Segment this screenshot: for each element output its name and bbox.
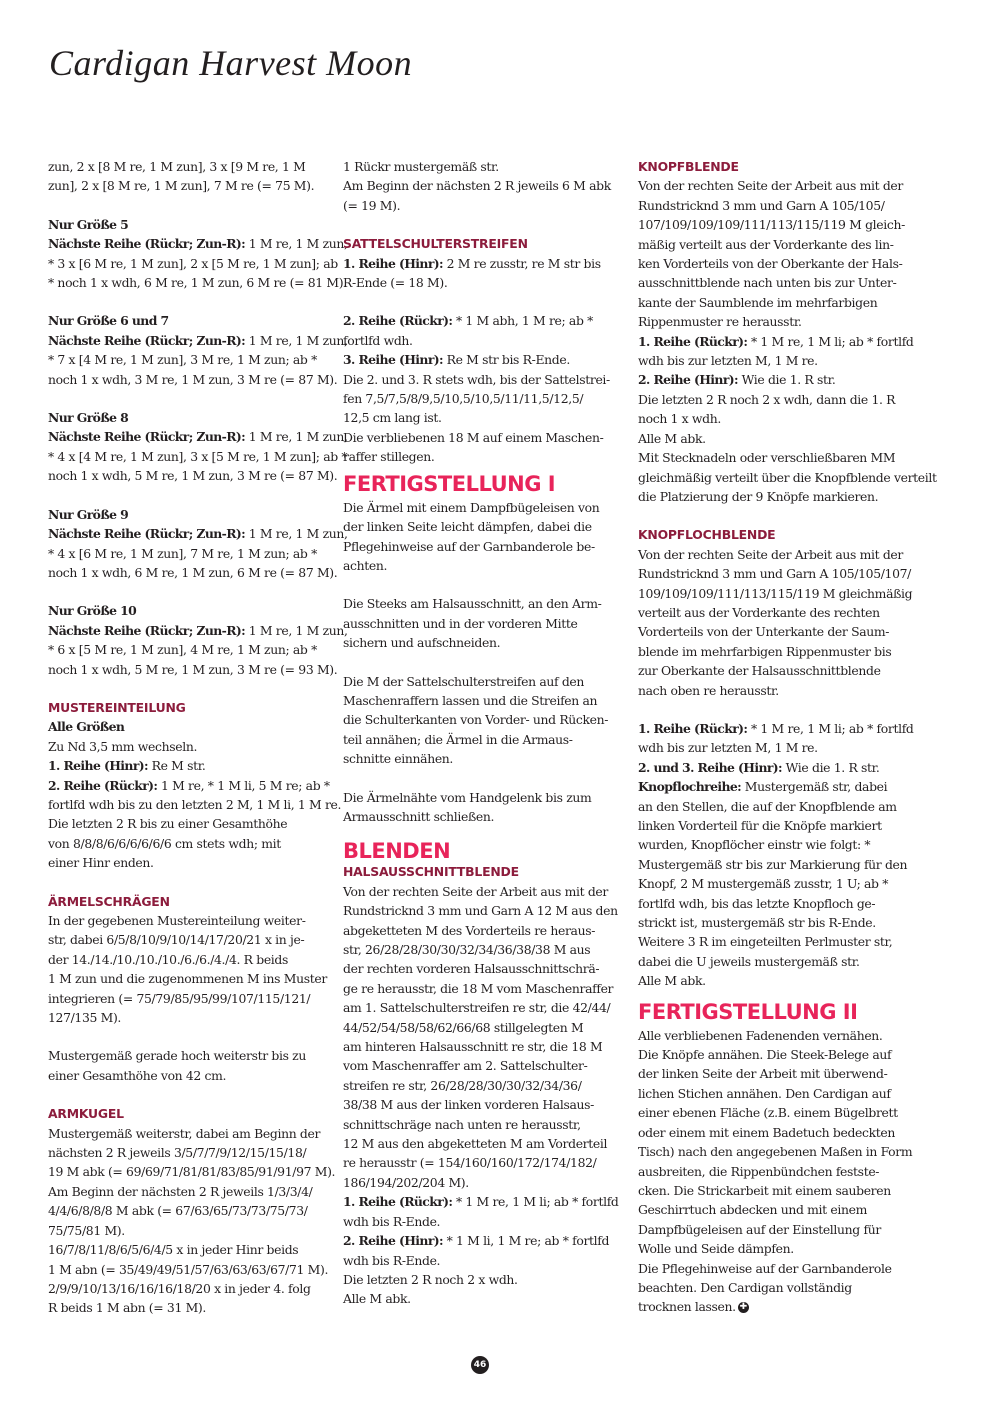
text-line: Mustergemäß weiterstr, dabei am Beginn der [48, 1125, 321, 1141]
aermelschraegen-para-2 [48, 1046, 330, 1085]
text-line: Tisch) nach den angegebenen Maßen in Form [638, 1144, 913, 1160]
text-line: Die Knöpfe annähen. Die Steek-Belege auf [638, 1047, 892, 1063]
text-line: blende im mehrfarbigen Rippenmuster bis [638, 643, 892, 659]
text-line: einer Gesamthöhe von 42 cm. [48, 1067, 227, 1083]
text-line: str, 26/28/28/30/30/32/34/36/38/38 M aus [343, 942, 591, 957]
text-line: Die letzten 2 R bis zu einer Gesamthöhe [48, 816, 288, 832]
text-line: R beids 1 M abn (= 31 M). [48, 1300, 206, 1316]
text-line: achten. [343, 557, 388, 573]
text-line: der linken Seite leicht dämpfen, dabei die [343, 519, 592, 535]
text-line: mäßig verteilt aus der Vorderkante des lin- [638, 236, 894, 252]
text-line: Die Pflegehinweise auf der Garnbanderole [638, 1260, 892, 1276]
page-title: Cardigan Harvest Moon [49, 43, 413, 83]
text-line: zur Oberkante der Halsausschnittblende [638, 663, 881, 679]
text-line: an den Stellen, die auf der Knopfblende am [638, 798, 897, 814]
armkugel-section [48, 1104, 336, 1317]
text-line: Alle M abk. [343, 1291, 411, 1307]
text-line: vom Maschenraffer am 2. Sattelschulter- [343, 1058, 588, 1074]
text-line: Alle M abk. [638, 973, 706, 989]
text-line: Von der rechten Seite der Arbeit aus mit der [638, 546, 903, 562]
text-line: 1 M zun und die zugenommenen M ins Muster [48, 971, 327, 987]
aermelschraegen-section [48, 892, 330, 1028]
text-line: raffer stillegen. [343, 449, 435, 465]
text-line: Knopf, 2 M mustergemäß zusstr, 1 U; ab * [638, 876, 889, 892]
text-line: zun, 2 x [8 M re, 1 M zun], 3 x [9 M re, 1 M [48, 159, 306, 174]
text-line: ausschnittblende nach unten bis zur Unter- [638, 275, 897, 291]
halsausschnittblende-section: HALSAUSSCHNITTBLENDE Von der rechten Seite der Arbeit aus mit der Rundstricknd 3 mm und Garn A 12 M aus den abgeketteten M des Vorderteils re heraus- str, 26/28/28/30/30/32/34/36/38/38 M aus der rechten vorderen Halsausschnittschrä- ge re herausstr, die 18 M vom Maschenraffer am 1. Sattelschulterstreifen re str, die 42/44/ 44/52/54/58/58/62/66/68 stillgelegten M am hinteren Halsausschnitt re str, die 18 M vom Maschenraffer am 2. Sattelschulter- streifen re str, 26/28/28/30/30/32/34/36/ 38/38 M aus der linken vorderen Halsaus- schnittschräge nach unten re herausstr, 12 M aus den abgeketteten M am Vorderteil re herausstr (= 154/160/160/172/174/182/ 186/194/202/204 M). 1. Reihe (Rückr): * 1 M re, 1 M li; ab * fortlfd wdh bis R-Ende. 2. Reihe (Hinr): * 1 M li, 1 M re; ab * fortlfd wdh bis R-Ende. Die letzten 2 R noch 2 x wdh. Alle M abk. [343, 862, 615, 1308]
text-line: 127/135 M). [48, 1010, 122, 1026]
col1-intro [48, 157, 330, 196]
text-line: schnitte einnähen. [343, 751, 454, 767]
text-line: Von der rechten Seite der Arbeit aus mit der [343, 883, 608, 899]
page-number: 46 [471, 1356, 489, 1374]
text-line: fortlfd wdh bis zu den letzten 2 M, 1 M li, 1 M re. [48, 796, 342, 812]
size-9-block: Nur Größe 9 Nächste Reihe (Rückr; Zun-R): 1 M re, 1 M zun, * 4 x [6 M re, 1 M zun], 7 M re, 1 M zun; ab * noch 1 x wdh, 6 M re, 1 M zun, 6 M re (= 87 M). [48, 506, 348, 580]
text-line: Am Beginn der nächsten 2 R jeweils 1/3/3/4/ [48, 1183, 313, 1199]
column-2 [343, 157, 619, 1309]
text-line: Weitere 3 R im eingeteilten Perlmuster str, [638, 934, 893, 950]
text-line: 38/38 M aus der linken vorderen Halsaus- [343, 1097, 594, 1113]
text-line: verteilt aus der Vorderkante des rechten [638, 604, 880, 620]
text-line: 16/7/8/11/8/6/5/6/4/5 x in jeder Hinr beids [48, 1242, 299, 1258]
text-line: 1 Rückr mustergemäß str. [343, 159, 499, 174]
fertig1-para-1 [343, 498, 615, 576]
text-line: gleichmäßig verteilt über die Knopfblende verteilt [638, 469, 937, 485]
text-line: fortlfd wdh, bis das letzte Knopfloch ge- [638, 895, 876, 911]
section-heading-fertigstellung-2: FERTIGSTELLUNG II [638, 999, 858, 1024]
fertig1-para-3 [343, 672, 615, 769]
text-line: Alle M abk. [638, 430, 706, 446]
text-line: sichern und aufschneiden. [343, 635, 501, 651]
text-line: Armausschnitt schließen. [343, 808, 495, 824]
text-line: integrieren (= 75/79/85/95/99/107/115/121/ [48, 990, 311, 1006]
text-line: schnittschräge nach unten re herausstr, [343, 1116, 581, 1132]
text-line: Wolle und Seide dämpfen. [638, 1241, 794, 1257]
text-line: Geschirrtuch abdecken und mit einem [638, 1202, 867, 1218]
text-line: linken Vorderteil für die Knöpfe markiert [638, 818, 882, 833]
text-line: zun], 2 x [8 M re, 1 M zun], 7 M re (= 75 M). [48, 178, 315, 194]
text-line: ausschnitten und in der vorderen Mitte [343, 615, 578, 631]
text-line: Die 2. und 3. R stets wdh, bis der Sattelstrei- [343, 371, 610, 387]
fertig1-para-4 [343, 788, 615, 827]
fertig1-para-2 [343, 594, 615, 652]
text-line: einer Hinr enden. [48, 855, 154, 871]
text-line: Am Beginn der nächsten 2 R jeweils 6 M abk [343, 178, 611, 194]
text-line: Vorderteils von der Unterkante der Saum- [638, 624, 890, 640]
text-line: beachten. Den Cardigan vollständig [638, 1279, 852, 1295]
text-line: der linken Seite der Arbeit mit überwend- [638, 1066, 888, 1082]
knopflochblende-section [638, 525, 916, 700]
text-line: In der gegebenen Mustereinteilung weiter- [48, 913, 306, 928]
text-line: re herausstr (= 154/160/160/172/174/182/ [343, 1155, 597, 1171]
sattel-rows: 2. Reihe (Rückr): * 1 M abh, 1 M re; ab * fortlfd wdh. 3. Reihe (Hinr): Re M str bis R-Ende. Die 2. und 3. R stets wdh, bis der Sattelstrei- fen 7,5/7,5/8/9,5/10,5/10,5/11/11,5/12,5/ 12,5 cm lang ist. Die verbliebenen 18 M auf einem Maschen- raffer stillegen. [343, 311, 615, 466]
size-5-block: Nur Größe 5 Nächste Reihe (Rückr; Zun-R): 1 M re, 1 M zun, * 3 x [6 M re, 1 M zun], 2 x [5 M re, 1 M zun]; ab * noch 1 x wdh, 6 M re, 1 M zun, 6 M re (= 81 M). [48, 216, 348, 291]
text-line: 109/109/109/111/113/115/119 M gleichmäßig [638, 585, 913, 601]
size-6-7-block: Nur Größe 6 und 7 Nächste Reihe (Rückr; Zun-R): 1 M re, 1 M zun, * 7 x [4 M re, 1 M zun], 3 M re, 1 M zun; ab * noch 1 x wdh, 3 M re, 1 M zun, 3 M re (= 87 M). [48, 313, 348, 387]
text-line: die Schulterkanten von Vorder- und Rücken- [343, 712, 609, 728]
text-line: Rippenmuster re herausstr. [638, 314, 802, 330]
text-line: nächsten 2 R jeweils 3/5/7/7/9/12/15/15/18/ [48, 1145, 307, 1161]
size-5-heading: Nur Größe 5 [48, 216, 129, 232]
text-line: Rundstricknd 3 mm und Garn A 12 M aus den [343, 903, 618, 919]
text-line: Die Ärmel mit einem Dampfbügeleisen von [343, 499, 600, 515]
text-line: die Platzierung der 9 Knöpfe markieren. [638, 488, 879, 504]
text-line: Rundstricknd 3 mm und Garn A 105/105/ [638, 197, 885, 213]
column-1 [48, 157, 348, 1318]
section-heading-knopfblende: KNOPFBLENDE [638, 159, 739, 174]
text-line: Mustergemäß str bis zur Markierung für den [638, 856, 908, 872]
size-8-heading: Nur Größe 8 [48, 410, 129, 426]
text-line: fen 7,5/7,5/8/9,5/10,5/10,5/11/11,5/12,5/ [343, 391, 584, 407]
text-line: der 14./14./10./10./10./6./6./4./4. R beids [48, 951, 289, 967]
size-8-block: Nur Größe 8 Nächste Reihe (Rückr; Zun-R): 1 M re, 1 M zun, * 4 x [4 M re, 1 M zun], 3 x [5 M re, 1 M zun]; ab * noch 1 x wdh, 5 M re, 1 M zun, 3 M re (= 87 M). [48, 410, 348, 484]
text-line: 12 M aus den abgeketteten M am Vorderteil [343, 1136, 608, 1152]
text-line: am 1. Sattelschulterstreifen re str, die 42/44/ [343, 1000, 611, 1016]
text-line: wurden, Knopflöcher einstr wie folgt: * [638, 837, 871, 853]
text-line: strickt ist, mustergemäß str bis R-Ende. [638, 915, 876, 931]
fertig2-para: Alle verbliebenen Fadenenden vernähen. Die Knöpfe annähen. Die Steek-Belege auf der linken Seite der Arbeit mit überwend- lichen Stichen annähen. Den Cardigan auf einer ebenen Fläche (z.B. einem Bügelbrett oder einem mit einem Badetuch bedeckten Tisch) nach den angegebenen Maßen in Form ausbreiten, die Rippenbündchen festste- cken. Die Strickarbeit mit einem sauberen Geschirrtuch abdecken und mit einem Dampfbügeleisen auf der Einstellung für Wolle und Seide dämpfen. Die Pflegehinweise auf der Garnbanderole beachten. Den Cardigan vollständig trocknen lassen. ✚ [638, 1026, 916, 1317]
text-line: ken Vorderteils von der Oberkante der Hals- [638, 256, 903, 272]
end-mark-icon: ✚ [739, 1302, 747, 1313]
section-heading-aermelschraegen: ÄRMELSCHRÄGEN [48, 893, 170, 909]
text-line: 2/9/9/10/13/16/16/16/18/20 x in jeder 4. folg [48, 1280, 311, 1296]
text-line: Mit Stecknadeln oder verschließbaren MM [638, 450, 896, 466]
knopfloch-rows: 1. Reihe (Rückr): * 1 M re, 1 M li; ab * fortlfd wdh bis zur letzten M, 1 M re. 2. und 3. Reihe (Hinr): Wie die 1. R str. Knopflochreihe: Mustergemäß str, dabei an den Stellen, die auf der Knopfblende am linken Vorderteil für die Knöpfe markiert wurden, Knopflöcher einstr wie folgt: * Mustergemäß str bis zur Markierung für den Knopf, 2 M mustergemäß zusstr, 1 U; ab * fortlfd wdh, bis das letzte Knopfloch ge- strickt ist, mustergemäß str bis R-Ende. Weitere 3 R im eingeteilten Perlmuster str, dabei die U jeweils mustergemäß str. Alle M abk. [638, 719, 916, 991]
text-line: Die M der Sattelschulterstreifen auf den [343, 673, 585, 689]
text-line: oder einem mit einem Badetuch bedeckten [638, 1124, 896, 1140]
text-line: abgeketteten M des Vorderteils re heraus- [343, 922, 596, 938]
text-line: (= 19 M). [343, 197, 401, 213]
text-line: kante der Saumblende im mehrfarbigen [638, 294, 878, 310]
text-line: 19 M abk (= 69/69/71/81/81/83/85/91/91/97 M). [48, 1164, 336, 1180]
text-line: 1 M abn (= 35/49/49/51/57/63/63/63/67/71 M). [48, 1261, 329, 1277]
text-line: Die verbliebenen 18 M auf einem Maschen- [343, 429, 604, 445]
size-10-block: Nur Größe 10 Nächste Reihe (Rückr; Zun-R): 1 M re, 1 M zun, * 6 x [5 M re, 1 M zun], 4 M re, 1 M zun; ab * noch 1 x wdh, 5 M re, 1 M zun, 3 M re (= 93 M). [48, 603, 348, 677]
knopfblende-section: KNOPFBLENDE Von der rechten Seite der Arbeit aus mit der Rundstricknd 3 mm und Garn A 105/105/ 107/109/109/109/111/113/115/119 M gleich- mäßig verteilt aus der Vorderkante des lin- ken Vorderteils von der Oberkante der Hals- ausschnittblende nach unten bis zur Unter- kante der Saumblende im mehrfarbigen Rippenmuster re herausstr. 1. Reihe (Rückr): * 1 M re, 1 M li; ab * fortlfd wdh bis zur letzten M, 1 M re. 2. Reihe (Hinr): Wie die 1. R str. Die letzten 2 R noch 2 x wdh, dann die 1. R noch 1 x wdh. Alle M abk. Mit Stecknadeln oder verschließbaren MM gleichmäßig verteilt über die Knopfblende verteilt die Platzierung der 9 Knöpfe markieren. [638, 157, 916, 506]
text-line: nach oben re herausstr. [638, 682, 779, 698]
text-line: Dampfbügeleisen auf der Einstellung für [638, 1221, 881, 1237]
text-line: Von der rechten Seite der Arbeit aus mit der [638, 178, 903, 194]
section-heading-halsausschnittblende: HALSAUSSCHNITTBLENDE [343, 864, 519, 880]
text-line: Pflegehinweise auf der Garnbanderole be- [343, 538, 595, 554]
text-line: am hinteren Halsausschnitt re str, die 18 M [343, 1039, 603, 1055]
size-6-7-heading: Nur Größe 6 und 7 [48, 313, 169, 329]
text-line: Die Steeks am Halsausschnitt, an den Arm- [343, 596, 602, 612]
text-line: teil annähen; die Ärmel in die Armaus- [343, 731, 573, 747]
section-heading-sattelschulterstreifen: SATTELSCHULTERSTREIFEN [343, 236, 528, 252]
size-10-heading: Nur Größe 10 [48, 603, 137, 619]
text-line: Die letzten 2 R noch 2 x wdh, dann die 1. R [638, 391, 896, 407]
text-line: lichen Stichen annähen. Den Cardigan auf [638, 1085, 891, 1101]
text-line: Maschenraffern lassen und die Streifen an [343, 692, 598, 708]
text-line: von 8/8/8/6/6/6/6/6/6 cm stets wdh; mit [48, 835, 281, 851]
text-line: 4/4/6/8/8/8 M abk (= 67/63/65/73/73/75/73/ [48, 1203, 308, 1219]
text-line: str, dabei 6/5/8/10/9/10/14/17/20/21 x in je- [48, 932, 305, 948]
section-heading-mustereinteilung: MUSTEREINTEILUNG [48, 699, 186, 715]
section-heading-fertigstellung-1: FERTIGSTELLUNG I [343, 471, 556, 496]
text-line: 12,5 cm lang ist. [343, 410, 442, 426]
text-line: der rechten vorderen Halsausschnittschrä- [343, 961, 600, 977]
text-line: einer ebenen Fläche (z.B. einem Bügelbrett [638, 1105, 898, 1121]
section-heading-blenden: BLENDEN [343, 839, 451, 864]
text-line: 107/109/109/109/111/113/115/119 M gleich- [638, 217, 905, 233]
text-line: Rundstricknd 3 mm und Garn A 105/105/107/ [638, 566, 911, 582]
text-line: 75/75/81 M). [48, 1222, 125, 1238]
mustereinteilung-section: MUSTEREINTEILUNG Alle Größen Zu Nd 3,5 mm wechseln. 1. Reihe (Hinr): Re M str. 2. Reihe (Rückr): 1 M re, * 1 M li, 5 M re; ab * fortlfd wdh bis zu den letzten 2 M, 1 M li, 1 M re. Die letzten 2 R bis zu einer Gesamthöhe von 8/8/8/6/6/6/6/6/6 cm stets wdh; mit einer Hinr enden. [48, 698, 330, 873]
text-line: Alle verbliebenen Fadenenden vernähen. [638, 1027, 883, 1043]
section-heading-armkugel: ARMKUGEL [48, 1106, 124, 1122]
text-line: Mustergemäß gerade hoch weiterstr bis zu [48, 1048, 306, 1064]
text-line: 186/194/202/204 M). [343, 1174, 469, 1190]
column-3 [638, 157, 937, 1317]
text-line: 44/52/54/58/58/62/66/68 stillgelegten M [343, 1019, 584, 1035]
text-line: dabei die U jeweils mustergemäß str. [638, 953, 860, 969]
sattel-section: SATTELSCHULTERSTREIFEN 1. Reihe (Hinr): 2 M re zusstr, re M str bis R-Ende (= 18 M). [343, 234, 615, 292]
text-line: cken. Die Strickarbeit mit einem sauberen [638, 1182, 891, 1198]
size-9-heading: Nur Größe 9 [48, 506, 129, 522]
text-line: Die Ärmelnähte vom Handgelenk bis zum [343, 789, 592, 805]
section-heading-knopflochblende: KNOPFLOCHBLENDE [638, 527, 776, 543]
size-5-label: Nächste Reihe (Rückr; Zun-R): [48, 236, 246, 252]
text-line: ausbreiten, die Rippenbündchen festste- [638, 1163, 880, 1179]
text-line: Die letzten 2 R noch 2 x wdh. [343, 1271, 518, 1287]
text-line: streifen re str, 26/28/28/30/30/32/34/36/ [343, 1077, 582, 1093]
col2-intro [343, 157, 615, 215]
text-line: ge re herausstr, die 18 M vom Maschenraffer [343, 980, 614, 996]
text-line: noch 1 x wdh. [638, 411, 721, 427]
